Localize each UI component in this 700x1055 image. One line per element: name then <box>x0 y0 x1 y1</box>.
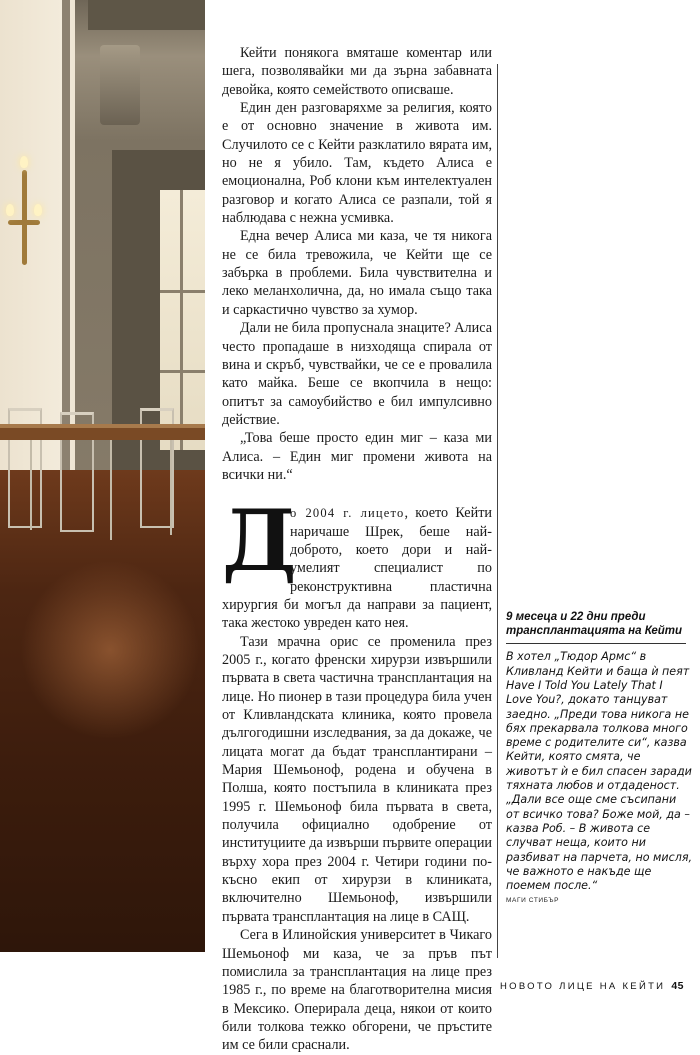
caption-text: В хотел „Тюдор Армс“ в Кливланд Кейти и баща ѝ пеят <box>506 650 690 678</box>
photo-arch-top <box>88 0 205 30</box>
page-number: 45 <box>671 980 684 992</box>
article-paragraph: Един ден разговаряхме за религия, която е от основно значение в живота им. Случилото се с Кейти разклатило вярата им, но не я убило. Там, където Алиса е емоционална, Роб клони към интелектуален разговор и когато Алиса се разпали, той я наблюдава с нежна усмивка. <box>222 100 492 227</box>
page-footer <box>400 980 684 992</box>
photo-table-leg <box>110 440 112 540</box>
caption-text: , докато танцуват заедно. „Преди това никога не бях прекарвала толкова много време с родителите си“, казва Кейти, която смята, че животът ѝ е бил спасен заради тяхната любов и отдаденост. „Дали все още сме съсипани от всичко това? Боже мой, да – казва Роб. – В живота се случват неща, които ни разбиват на парчета, но мисля, че важното е накъде ще поемем после.“ <box>506 693 693 893</box>
caption-rule <box>506 643 686 644</box>
photo-table-leg <box>170 440 172 535</box>
wall-sconce <box>8 160 40 270</box>
photo-ornament <box>100 45 140 125</box>
lead-in: о 2004 г. лицето <box>290 506 405 521</box>
photo-window-bar <box>180 190 183 450</box>
photo-table <box>0 428 205 440</box>
photo-table-leg <box>30 440 32 530</box>
photo-caption <box>506 610 692 904</box>
photo-floor-shine <box>20 560 200 740</box>
article-column <box>222 44 492 1054</box>
photo-window-bar <box>160 370 205 373</box>
caption-title: 9 месеца и 22 дни преди трансплантацията на Кейти <box>506 611 683 638</box>
article-paragraph: Сега в Илинойския университет в Чикаго Шемьонoф ми каза, че за пръв път помислила за трансплантация на лице през 1985 г., по време на благотворителна мисия в Мексико. Оперирала деца, някои от които били толкова тежко обгорени, че пръстите им се били сраснали. <box>222 927 492 1054</box>
running-footer-title: НОВОТО ЛИЦЕ НА КЕЙТИ <box>500 981 666 992</box>
caption-body <box>506 650 692 893</box>
photo-credit: МАГИ СТИБЪР <box>506 897 559 905</box>
article-paragraph: Дали не била пропуснала знаците? Алиса често пропадаше в низходяща спирала от вина и скръб, чувствайки, че се е провалила като майка. Беше се вкопчила в нещо: опитът за самоубийство е бил импулсивно действие. <box>222 320 492 428</box>
lead-rest: , което Кейти наричаше Шрек, беше най-доброто, което дори и най-умелият специалист по реконструктивна пластична хирургия би могъл да направи за пациент, така жестоко увреден като нея. <box>222 505 492 632</box>
caption-song-title: Have I Told You Lately That I Love You? <box>506 679 663 707</box>
article-paragraph: „Това беше просто един миг – каза ми Алиса. – Един миг промени живота на всички ни.“ <box>222 430 492 483</box>
article-paragraph: Кейти понякога вмяташе коментар или шега, позволявайки ми да зърна забавната девойка, която семейството описваше. <box>222 45 492 98</box>
column-divider <box>497 64 498 958</box>
article-paragraph: Тази мрачна орис се променила през 2005 г., когато френски хирурзи извършили първата в света частична трансплантация на лице. Но пионер в тази процедура била учен от Кливландската клиника, която провела дългогодишни изследвания, за да докаже, че лицата могат да бъдат трансплантирани – Мария Шемьонoф, родена и обучена в Полша, която постъпила в клиниката през 1995 г. Шемьонoф била първата в света, получила официално одобрение от институциите да извърши първите операции върху хора през 2004 г. Четири години по-късно екип от хирурзи в клиниката, включително Шемьонoф, извършили първата трансплантация на лице в САЩ. <box>222 633 492 925</box>
drop-cap: Д <box>222 491 297 591</box>
article-paragraph: Една вечер Алиса ми каза, че тя никога не се била тревожила, че Кейти ще се забърка в проблеми. Била чувствителна и леко меланхолична, да, но имала също така и саркастично чувство за хумор. <box>222 228 492 318</box>
section-opening-paragraph <box>222 491 492 632</box>
photo-pillar <box>62 0 70 470</box>
photo-window-bar <box>160 290 205 293</box>
ballroom-photo <box>0 0 205 952</box>
